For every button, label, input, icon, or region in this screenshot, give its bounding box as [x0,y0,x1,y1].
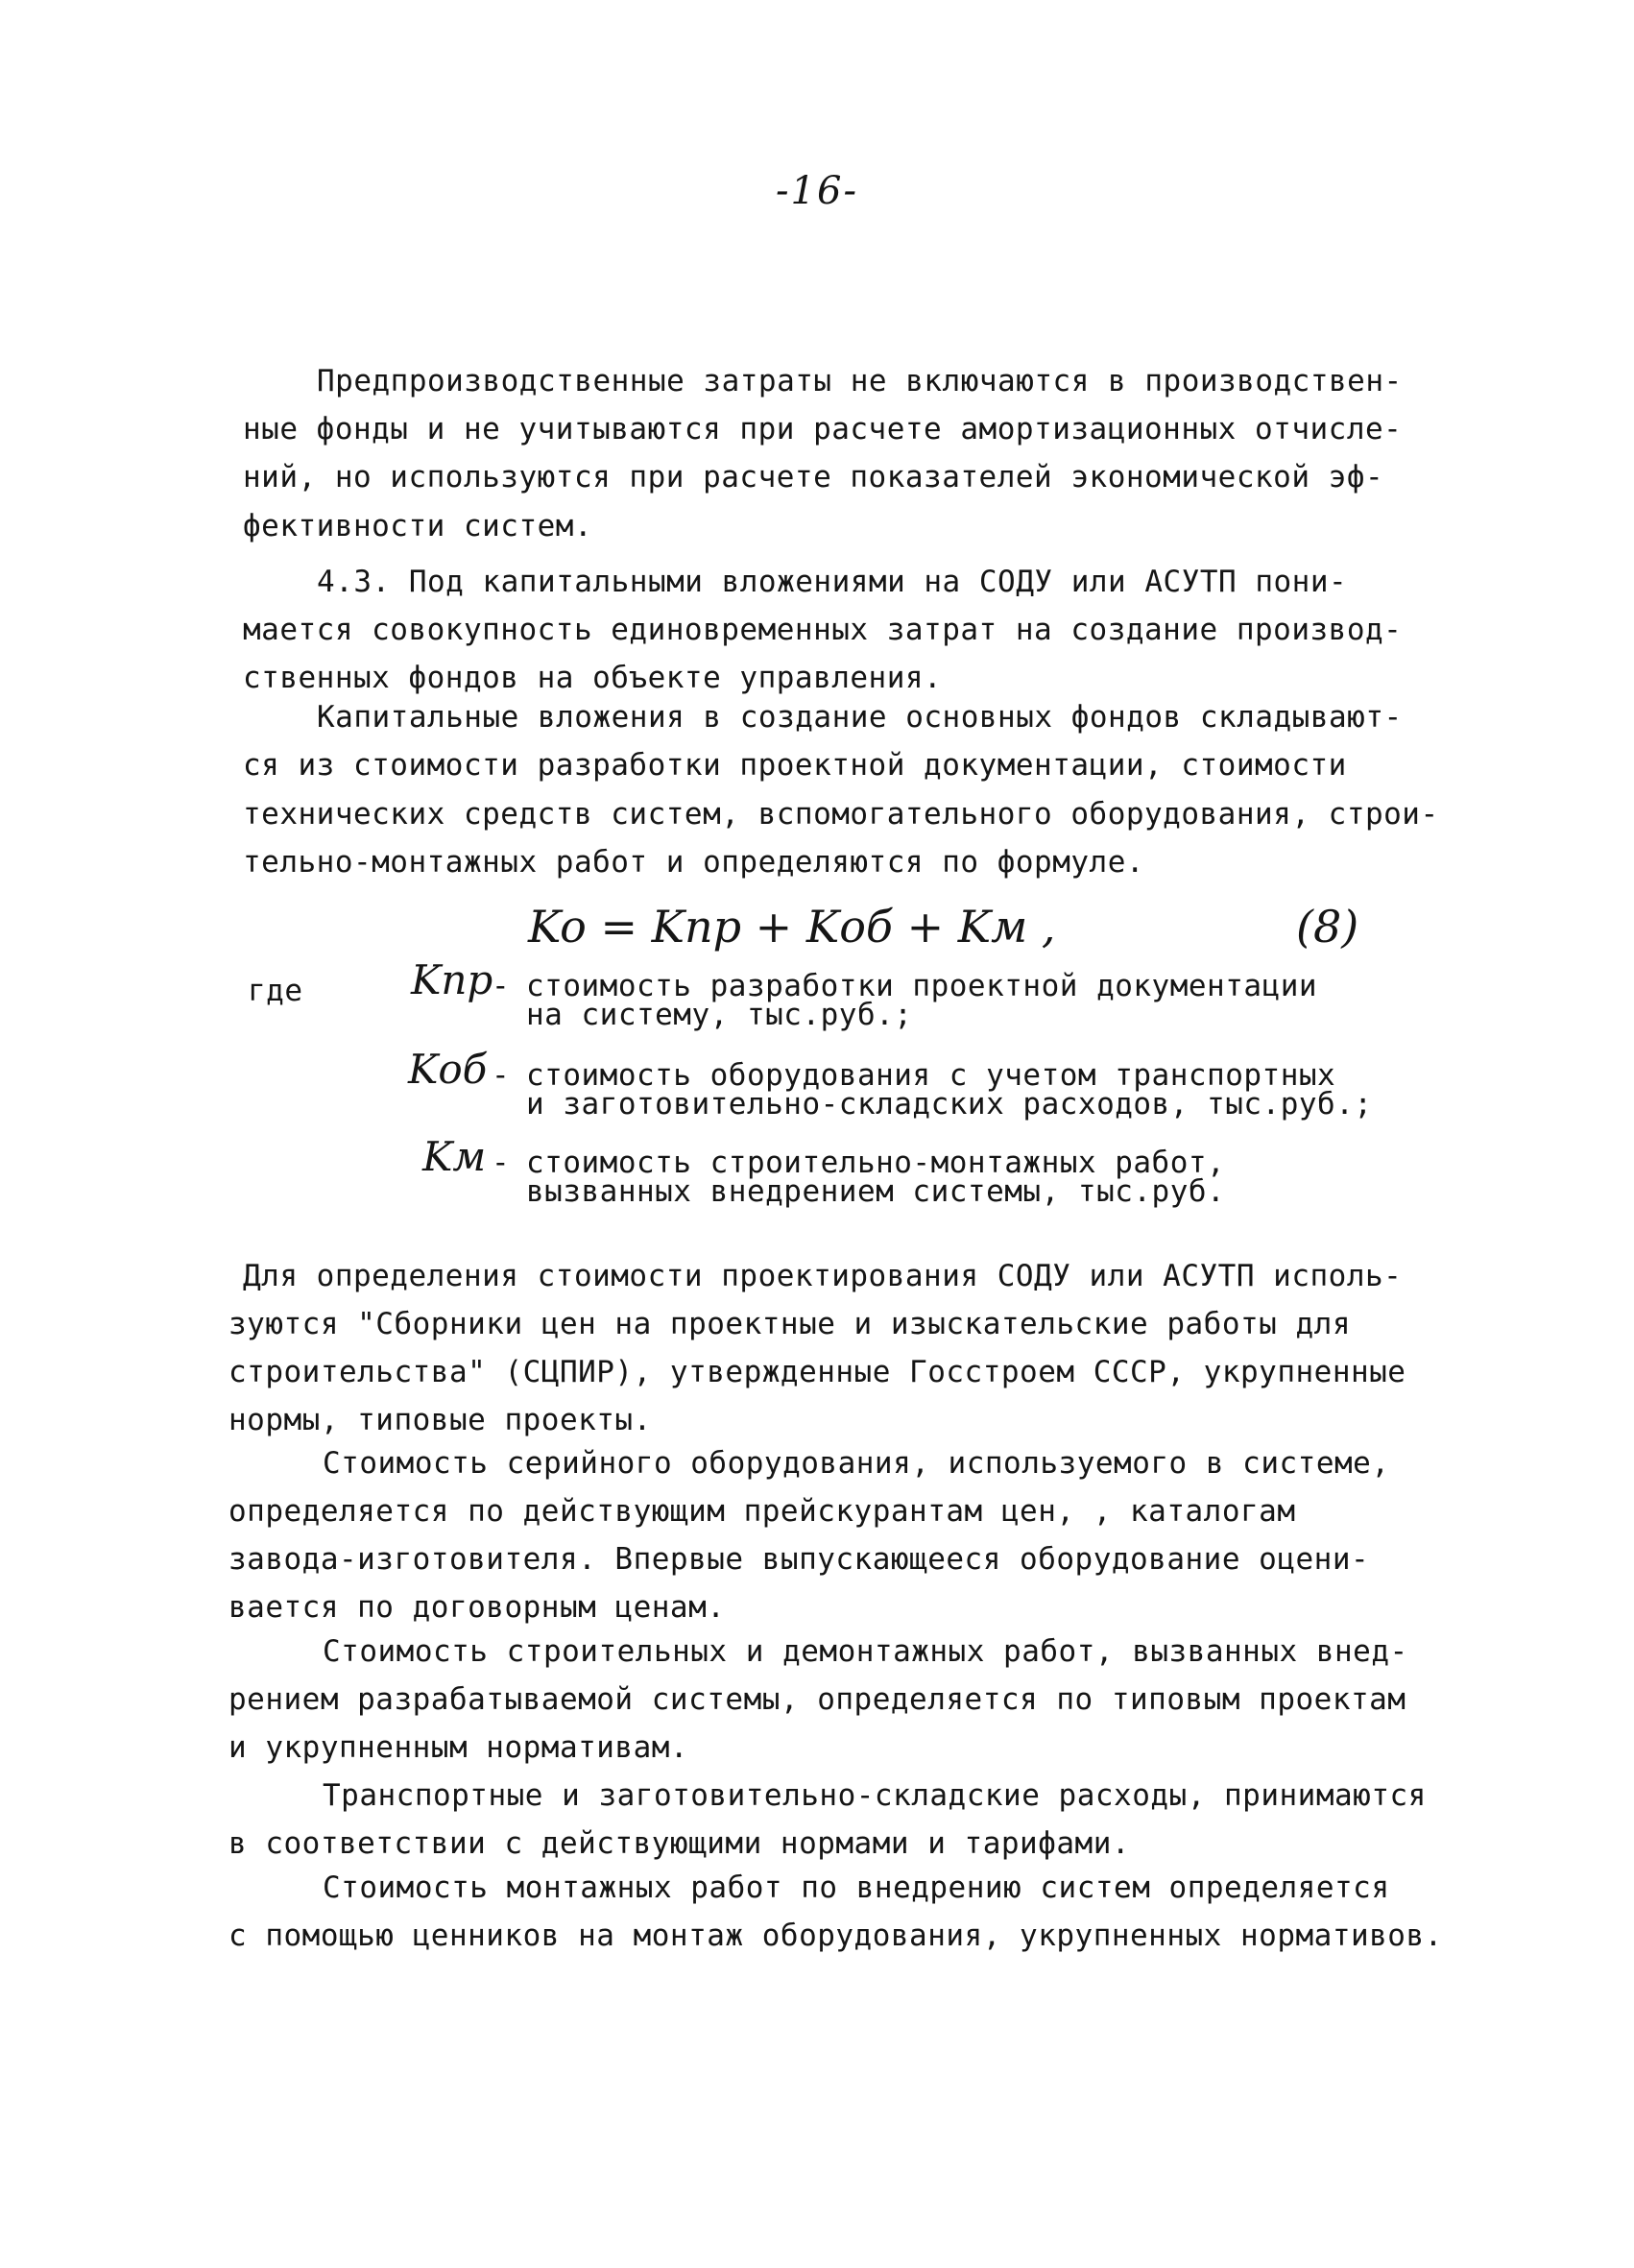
definition-dash: - [492,1146,511,1180]
definition-text: и заготовительно-складских расходов, тыс.руб.; [526,1087,1373,1122]
text-line: ний, но используются при расчете показателей экономической эф- [243,460,1384,495]
definition-text: стоимость строительно-монтажных работ, [526,1146,1226,1180]
text-line: нормы, типовые проекты. [228,1403,652,1437]
text-line: вается по договорным ценам. [228,1590,726,1625]
text-line: в соответствии с действующими нормами и тарифами. [228,1826,1131,1861]
definition-dash: - [492,969,511,1003]
text-line: мается совокупность единовременных затрат на создание производ- [243,613,1403,647]
text-line: ственных фондов на объекте управления. [243,661,943,695]
text-line: фективности систем. [243,509,593,543]
definition-text: на систему, тыс.руб.; [526,998,913,1032]
text-line: с помощью ценников на монтаж оборудования, укрупненных нормативов. [228,1918,1443,1953]
text-line: Транспортные и заготовительно-складские расходы, принимаются [323,1778,1427,1813]
symbol: Kм [422,1133,487,1180]
text-line: 4.3. Под капитальными вложениями на СОДУ или АСУТП пони- [317,565,1348,599]
text-line: Стоимость строительных и демонтажных работ, вызванных внед- [323,1634,1408,1669]
page-number: -16- [776,169,858,213]
symbol: Kпр [411,956,493,1003]
text-line: завода-изготовителя. Впервые выпускающееся оборудование оцени- [228,1542,1370,1577]
text-line: Для определения стоимости проектирования СОДУ или АСУТП исполь- [243,1259,1403,1293]
text-line: технических средств систем, вспомогательного оборудования, строи- [243,797,1439,832]
text-line: определяется по действующим прейскурантам цен, , каталогам [228,1494,1296,1529]
text-line: Стоимость монтажных работ по внедрению систем определяется [323,1870,1390,1905]
definition-text: вызванных внедрением системы, тыс.руб. [526,1174,1226,1209]
text-line: Капитальные вложения в создание основных фондов складывают- [317,700,1403,735]
text-line: и укрупненным нормативам. [228,1730,689,1765]
text-line: строительства" (СЦПИР), утвержденные Госстроем СССР, укрупненные [228,1355,1406,1389]
text-line: рением разрабатываемой системы, определяется по типовым проектам [228,1682,1406,1717]
text-line: Предпроизводственные затраты не включаются в производствен- [317,364,1403,398]
where-label: где [248,974,303,1008]
formula: Ko = Kпр + Kоб + Kм , [528,901,1056,953]
text-line: Стоимость серийного оборудования, используемого в системе, [323,1446,1390,1481]
text-line: зуются "Сборники цен на проектные и изыскательские работы для [228,1307,1351,1341]
formula-number: (8) [1296,901,1359,953]
symbol: Kоб [408,1046,488,1093]
text-line: тельно-монтажных работ и определяются по формуле. [243,845,1145,880]
text-line: ные фонды и не учитываются при расчете амортизационных отчисле- [243,412,1403,446]
definition-text: стоимость разработки проектной документации [526,969,1318,1003]
text-line: ся из стоимости разработки проектной документации, стоимости [243,748,1347,783]
definition-dash: - [492,1058,511,1093]
definition-text: стоимость оборудования с учетом транспортных [526,1058,1336,1093]
